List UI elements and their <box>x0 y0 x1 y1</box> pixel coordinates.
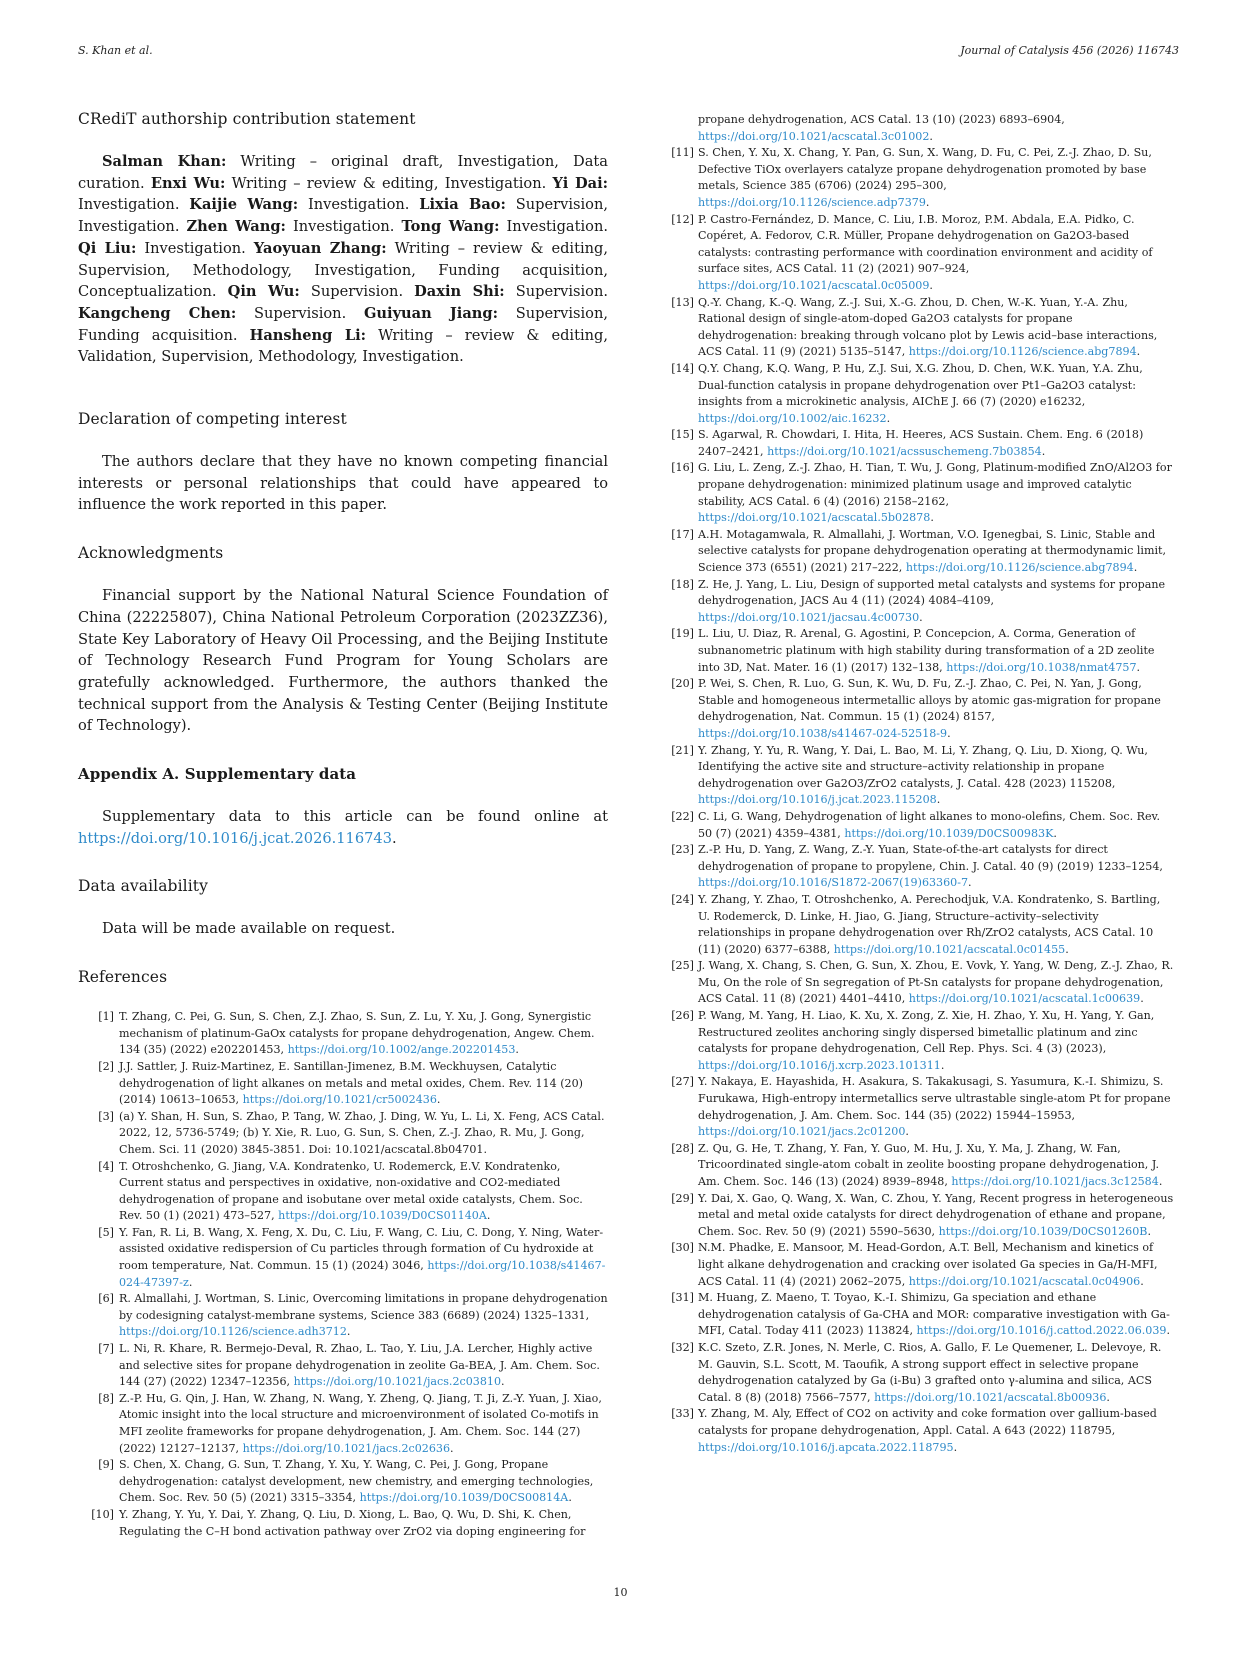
reference-text: T. Zhang, C. Pei, G. Sun, S. Chen, Z.J. Zhao, S. Sun, Z. Lu, Y. Xu, J. Gong, Synergistic mechanism of platinum-GaOx catalysts for propane dehydrogenation, Angew. Chem. 134 (35) (2022) e202201453, <box>119 1010 595 1057</box>
reference-number: [18] <box>671 577 694 591</box>
reference-doi-link[interactable]: https://doi.org/10.1038/nmat4757 <box>946 660 1137 674</box>
reference-text: R. Almallahi, J. Wortman, S. Linic, Overcoming limitations in propane dehydrogenation by codesigning catalyst-membrane systems, Science 383 (6689) (2024) 1325–1331, <box>119 1292 608 1322</box>
reference-doi-link[interactable]: https://doi.org/10.1039/D0CS00983K <box>844 826 1054 840</box>
reference-text: S. Chen, Y. Xu, X. Chang, Y. Pan, G. Sun, X. Wang, D. Fu, C. Pei, Z.-J. Zhao, D. Su, Defective TiOx overlayers catalyze propane dehydrogenation promoted by base metals, Science 385 (6706) (2024) 295–300, <box>698 146 1152 193</box>
reference-number: [16] <box>671 461 694 475</box>
reference-number: [23] <box>671 843 694 857</box>
reference-doi-link[interactable]: https://doi.org/10.1021/acscatal.0c04906 <box>908 1274 1141 1288</box>
reference-item: [12] P. Castro-Fernández, D. Mance, C. Liu, I.B. Moroz, P.M. Abdala, E.A. Pidko, C. Copéret, A. Fedorov, C.R. Müller, Propane dehydrogenation on Ga2O3-based catalysts: contrasting performance with coordination environment and acidity of surface sites, ACS Catal. 11 (2) (2021) 907–924, https://doi.org/10.1021/acscatal.0c05009. <box>664 212 1174 295</box>
reference-doi-link[interactable]: https://doi.org/10.1016/j.jcat.2023.115208 <box>698 793 937 807</box>
reference-item: [17] A.H. Motagamwala, R. Almallahi, J. Wortman, V.O. Igenegbai, S. Linic, Stable and selective catalysts for propane dehydrogenation operating at thermodynamic limit, Science 373 (6551) (2021) 217–222, https://doi.org/10.1126/science.abg7894. <box>664 527 1174 577</box>
reference-text: Z.-P. Hu, G. Qin, J. Han, W. Zhang, N. Wang, Y. Zheng, Q. Jiang, T. Ji, Z.-Y. Yuan, J. Xiao, Atomic insight into the local structure and microenvironment of isolated Co-motifs in MFI zeolite frameworks for propane dehydrogenation, J. Am. Chem. Soc. 144 (27) (2022) 12127–12137, <box>119 1391 602 1455</box>
reference-text: propane dehydrogenation, ACS Catal. 13 (10) (2023) 6893–6904, <box>698 113 1065 126</box>
reference-list-right <box>664 145 1174 1456</box>
reference-item: [21] Y. Zhang, Y. Yu, R. Wang, Y. Dai, L. Bao, M. Li, Y. Zhang, Q. Liu, D. Xiong, Q. Wu, Identifying the active site and structure–activity relationship in propane dehydrogenation over Ga2O3/ZrO2 catalysts, J. Catal. 428 (2023) 115208, https://doi.org/10.1016/j.jcat.2023.115208. <box>664 743 1174 809</box>
reference-doi-link[interactable]: https://doi.org/10.1021/jacs.3c12584 <box>951 1175 1159 1188</box>
reference-number: [5] <box>98 1225 114 1239</box>
credit-author-name: Hansheng Li: <box>249 326 367 344</box>
reference-doi-link[interactable]: https://doi.org/10.1016/j.xcrp.2023.101311 <box>698 1058 941 1072</box>
acknowledgments-heading: Acknowledgments <box>78 544 224 563</box>
reference-number: [19] <box>671 627 694 641</box>
reference-item: [6] R. Almallahi, J. Wortman, S. Linic, Overcoming limitations in propane dehydrogenation by codesigning catalyst-membrane systems, Science 383 (6689) (2024) 1325–1331, https://doi.org/10.1126/science.adh3712. <box>84 1291 608 1341</box>
appendix-text-body: Supplementary data to this article can be found online at <box>102 808 608 826</box>
reference-doi-link[interactable]: https://doi.org/10.1038/s41467-024-52518-9 <box>698 726 948 740</box>
credit-author-name: Yaoyuan Zhang: <box>253 239 387 257</box>
competing-text: The authors declare that they have no known competing financial interests or personal relationships that could have appeared to influence the work reported in this paper. <box>78 453 608 514</box>
reference-text: G. Liu, L. Zeng, Z.-J. Zhao, H. Tian, T. Wu, J. Gong, Platinum-modified ZnO/Al2O3 for propane dehydrogenation: minimized platinum usage and improved catalytic stability, ACS Catal. 6 (4) (2016) 2158–2162, <box>698 461 1172 508</box>
reference-doi-link[interactable]: https://doi.org/10.1039/D0CS01140A <box>278 1209 487 1223</box>
credit-author-roles: Writing – review & editing, Validation, Supervision, Methodology, Investigation. <box>78 326 608 366</box>
acknowledgments-text: Financial support by the National Natural Science Foundation of China (22225807), China National Petroleum Corporation (2023ZZ36), State Key Laboratory of Heavy Oil Processing, and the Beijing Institute of Technology Research Fund Program for Young Scholars are gratefully acknowledged. Furthermore, the authors thanked the technical support from the Analysis & Testing Center (Beijing Institute of Technology). <box>78 587 608 735</box>
reference-text: A.H. Motagamwala, R. Almallahi, J. Wortman, V.O. Igenegbai, S. Linic, Stable and selective catalysts for propane dehydrogenation operating at thermodynamic limit, Science 373 (6551) (2021) 217–222, <box>698 527 1167 575</box>
reference-item: [25] J. Wang, X. Chang, S. Chen, G. Sun, X. Zhou, E. Vovk, Y. Yang, W. Deng, Z.-J. Zhao, R. Mu, On the role of Sn segregation of Pt-Sn catalysts for propane dehydrogenation, ACS Catal. 11 (8) (2021) 4401–4410, https://doi.org/10.1021/acscatal.1c00639. <box>664 958 1174 1008</box>
reference-number: [8] <box>98 1391 114 1405</box>
reference-number: [6] <box>98 1292 114 1306</box>
reference-number: [2] <box>98 1059 114 1073</box>
reference-doi-link[interactable]: https://doi.org/10.1016/j.apcata.2022.118795 <box>698 1440 954 1454</box>
reference-item: [2] J.J. Sattler, J. Ruiz-Martinez, E. Santillan-Jimenez, B.M. Weckhuysen, Catalytic dehydrogenation of light alkanes on metals and metal oxides, Chem. Rev. 114 (20) (2014) 10613–10653, https://doi.org/10.1021/cr5002436. <box>84 1059 608 1109</box>
reference-doi-link[interactable]: https://doi.org/10.1039/D0CS00814A <box>359 1491 569 1505</box>
reference-doi-link[interactable]: https://doi.org/10.1016/S1872-2067(19)63360-7 <box>698 876 969 890</box>
credit-section <box>78 110 608 368</box>
credit-author-name: Daxin Shi: <box>414 283 505 301</box>
left-column <box>78 110 608 1540</box>
reference-doi-link[interactable]: https://doi.org/10.1002/ange.202201453 <box>287 1043 516 1057</box>
reference-item: [11] S. Chen, Y. Xu, X. Chang, Y. Pan, G. Sun, X. Wang, D. Fu, C. Pei, Z.-J. Zhao, D. Su, Defective TiOx overlayers catalyze propane dehydrogenation promoted by base metals, Science 385 (6706) (2024) 295–300, https://doi.org/10.1126/science.adp7379. <box>664 145 1174 211</box>
reference-10-continuation: propane dehydrogenation, ACS Catal. 13 (10) (2023) 6893–6904, https://doi.org/10.1021/acscatal.3c01002. <box>698 113 1065 143</box>
reference-item: [20] P. Wei, S. Chen, R. Luo, G. Sun, K. Wu, D. Fu, Z.-J. Zhao, C. Pei, N. Yan, J. Gong, Stable and homogeneous intermetallic alloys by atomic gas-migration for propane dehydrogenation, Nat. Commun. 15 (1) (2024) 8157, https://doi.org/10.1038/s41467-024-52518-9. <box>664 676 1174 742</box>
reference-text: M. Huang, Z. Maeno, T. Toyao, K.-I. Shimizu, Ga speciation and ethane dehydrogenation catalysis of Ga-CHA and MOR: comparative investigation with Ga-MFI, Catal. Today 411 (2023) 113824, <box>698 1291 1170 1338</box>
reference-item: [33] Y. Zhang, M. Aly, Effect of CO2 on activity and coke formation over gallium-based catalysts for propane dehydrogenation, Appl. Catal. A 643 (2022) 118795, https://doi.org/10.1016/j.apcata.2022.118795. <box>664 1406 1174 1456</box>
credit-author-roles: Investigation. <box>78 196 190 214</box>
reference-number: [14] <box>671 361 694 375</box>
reference-item: [27] Y. Nakaya, E. Hayashida, H. Asakura, S. Takakusagi, S. Yasumura, K.-I. Shimizu, S. Furukawa, High-entropy intermetallics serve ultrastable single-atom Pt for propane dehydrogenation, J. Am. Chem. Soc. 144 (35) (2022) 15944–15953, https://doi.org/10.1021/jacs.2c01200. <box>664 1074 1174 1140</box>
reference-number: [3] <box>98 1109 114 1123</box>
reference-text: Y. Zhang, Y. Yu, Y. Dai, Y. Zhang, Q. Liu, D. Xiong, L. Bao, Q. Wu, D. Shi, K. Chen, Regulating the C–H bond activation pathway over ZrO2 via doping engineering for <box>119 1507 586 1538</box>
credit-heading: CRediT authorship contribution statement <box>78 110 416 128</box>
reference-doi-link[interactable]: https://doi.org/10.1126/science.abg7894 <box>905 561 1134 575</box>
credit-author-name: Zhen Wang: <box>186 218 286 236</box>
reference-text: S. Chen, X. Chang, G. Sun, T. Zhang, Y. Xu, Y. Wang, C. Pei, J. Gong, Propane dehydrogenation: catalyst development, new chemistry, and emerging technologies, Chem. Soc. Rev. 50 (5) (2021) 3315–3354, <box>119 1458 594 1505</box>
reference-item: [29] Y. Dai, X. Gao, Q. Wang, X. Wan, C. Zhou, Y. Yang, Recent progress in heterogeneous metal and metal oxide catalysts for direct dehydrogenation of ethane and propane, Chem. Soc. Rev. 50 (9) (2021) 5590–5630, https://doi.org/10.1039/D0CS01260B. <box>664 1191 1174 1241</box>
running-head-journal: Journal of Catalysis 456 (2026) 116743 <box>960 44 1179 57</box>
reference-text: Z. He, J. Yang, L. Liu, Design of supported metal catalysts and systems for propane dehydrogenation, JACS Au 4 (11) (2024) 4084–4109, <box>698 577 1166 608</box>
credit-author-roles: Writing – review & editing, Supervision, Methodology, Investigation, Funding acquisition, Conceptualization. <box>78 239 608 301</box>
reference-item: [30] N.M. Phadke, E. Mansoor, M. Head-Gordon, A.T. Bell, Mechanism and kinetics of light alkane dehydrogenation and cracking over isolated Ga species in Ga/H-MFI, ACS Catal. 11 (4) (2021) 2062–2075, https://doi.org/10.1021/acscatal.0c04906. <box>664 1240 1174 1290</box>
reference-doi-link[interactable]: https://doi.org/10.1021/cr5002436 <box>242 1093 437 1107</box>
reference-item: [7] L. Ni, R. Khare, R. Bermejo-Deval, R. Zhao, L. Tao, Y. Liu, J.A. Lercher, Highly active and selective sites for propane dehydrogenation in zeolite Ga-BEA, J. Am. Chem. Soc. 144 (27) (2022) 12347–12356, https://doi.org/10.1021/jacs.2c03810. <box>84 1341 608 1391</box>
reference-doi-link[interactable]: https://doi.org/10.1126/science.abg7894 <box>908 345 1137 359</box>
reference-number: [32] <box>671 1340 694 1354</box>
reference-number: [13] <box>671 295 694 309</box>
credit-author-name: Qi Liu: <box>78 239 137 257</box>
reference-item: [31] M. Huang, Z. Maeno, T. Toyao, K.-I. Shimizu, Ga speciation and ethane dehydrogenation catalysis of Ga-CHA and MOR: comparative investigation with Ga-MFI, Catal. Today 411 (2023) 113824, https://doi.org/10.1016/j.cattod.2022.06.039. <box>664 1290 1174 1340</box>
reference-doi-link[interactable]: https://doi.org/10.1002/aic.16232 <box>698 411 887 425</box>
reference-doi-link[interactable]: https://doi.org/10.1021/acscatal.3c01002 <box>698 129 930 143</box>
competing-heading: Declaration of competing interest <box>78 410 347 429</box>
reference-item: [5] Y. Fan, R. Li, B. Wang, X. Feng, X. Du, C. Liu, F. Wang, C. Liu, C. Dong, Y. Ning, Water-assisted oxidative redispersion of Cu particles through formation of Cu hydroxide at room temperature, Nat. Commun. 15 (1) (2024) 3046, https://doi.org/10.1038/s41467-024-47397-z. <box>84 1225 608 1291</box>
credit-author-roles: Investigation. <box>499 218 608 236</box>
competing-interest-section <box>78 410 608 516</box>
credit-author-roles: Supervision. <box>504 283 608 301</box>
reference-text: Z.-P. Hu, D. Yang, Z. Wang, Z.-Y. Yuan, State-of-the-art catalysts for direct dehydrogenation of propane to propylene, Chin. J. Catal. 40 (9) (2019) 1233–1254, <box>698 843 1163 873</box>
reference-text: P. Wei, S. Chen, R. Luo, G. Sun, K. Wu, D. Fu, Z.-J. Zhao, C. Pei, N. Yan, J. Gong, Stable and homogeneous intermetallic alloys by atomic gas-migration for propane dehydrogenation, Nat. Commun. 15 (1) (2024) 8157, <box>698 677 1161 724</box>
credit-author-name: Kangcheng Chen: <box>78 304 237 322</box>
reference-doi-link[interactable]: https://doi.org/10.1021/acssuschemeng.7b03854 <box>767 444 1042 458</box>
reference-text: P. Castro-Fernández, D. Mance, C. Liu, I.B. Moroz, P.M. Abdala, E.A. Pidko, C. Copéret, A. Fedorov, C.R. Müller, Propane dehydrogenation on Ga2O3-based catalysts: contrasting performance with coordination environment and acidity of surface sites, ACS Catal. 11 (2) (2021) 907–924, <box>698 212 1153 276</box>
reference-item: [23] Z.-P. Hu, D. Yang, Z. Wang, Z.-Y. Yuan, State-of-the-art catalysts for direct dehydrogenation of propane to propylene, Chin. J. Catal. 40 (9) (2019) 1233–1254, https://doi.org/10.1016/S1872-2067(19)63360-7. <box>664 842 1174 892</box>
reference-item: [15] S. Agarwal, R. Chowdari, I. Hita, H. Heeres, ACS Sustain. Chem. Eng. 6 (2018) 2407–2421, https://doi.org/10.1021/acssuschemeng.7b03854. <box>664 427 1174 460</box>
reference-text: Q.-Y. Chang, K.-Q. Wang, Z.-J. Sui, X.-G. Zhou, D. Chen, W.-K. Yuan, Y.-A. Zhu, Rational design of single-atom-doped Ga2O3 catalysts for propane dehydrogenation: breaking through volcano plot by Lewis acid–base interactions, ACS Catal. 11 (9) (2021) 5135–5147, <box>698 295 1158 359</box>
reference-number: [4] <box>98 1159 114 1173</box>
reference-item: [13] Q.-Y. Chang, K.-Q. Wang, Z.-J. Sui, X.-G. Zhou, D. Chen, W.-K. Yuan, Y.-A. Zhu, Rational design of single-atom-doped Ga2O3 catalysts for propane dehydrogenation: breaking through volcano plot by Lewis acid–base interactions, ACS Catal. 11 (9) (2021) 5135–5147, https://doi.org/10.1126/science.abg7894. <box>664 295 1174 361</box>
credit-author-name: Guiyuan Jiang: <box>363 304 499 322</box>
reference-item: [28] Z. Qu, G. He, T. Zhang, Y. Fan, Y. Guo, M. Hu, J. Xu, Y. Ma, J. Zhang, W. Fan, Tricoordinated single-atom cobalt in zeolite boosting propane dehydrogenation, J. Am. Chem. Soc. 146 (13) (2024) 8939–8948, https://doi.org/10.1021/jacs.3c12584. <box>664 1141 1174 1191</box>
reference-text: P. Wang, M. Yang, H. Liao, K. Xu, X. Zong, Z. Xie, H. Zhao, Y. Xu, H. Yang, Y. Gan, Restructured zeolites anchoring singly dispersed bimetallic platinum and zinc catalysts for propane dehydrogenation, Cell Rep. Phys. Sci. 4 (3) (2023), <box>698 1009 1155 1056</box>
reference-text: N.M. Phadke, E. Mansoor, M. Head-Gordon, A.T. Bell, Mechanism and kinetics of light alkane dehydrogenation and cracking over isolated Ga species in Ga/H-MFI, ACS Catal. 11 (4) (2021) 2062–2075, <box>698 1241 1158 1288</box>
running-head-authors: S. Khan et al. <box>78 44 153 57</box>
reference-doi-link[interactable]: https://doi.org/10.1021/jacsau.4c00730 <box>698 610 920 624</box>
page-number: 10 <box>613 1586 628 1599</box>
credit-author-name: Yi Dai: <box>552 174 608 192</box>
reference-text: C. Li, G. Wang, Dehydrogenation of light alkanes to mono-olefins, Chem. Soc. Rev. 50 (7) (2021) 4359–4381, <box>698 809 1161 840</box>
reference-list-left <box>84 1009 608 1540</box>
reference-item: [19] L. Liu, U. Diaz, R. Arenal, G. Agostini, P. Concepcion, A. Corma, Generation of subnanometric platinum with high stability during transformation of a 2D zeolite into 3D, Nat. Mater. 16 (1) (2017) 132–138, https://doi.org/10.1038/nmat4757. <box>664 626 1174 676</box>
reference-number: [25] <box>671 959 694 973</box>
reference-text: (a) Y. Shan, H. Sun, S. Zhao, P. Tang, W. Zhao, J. Ding, W. Yu, L. Li, X. Feng, ACS Catal. 2022, 12, 5736-5749; (b) Y. Xie, R. Luo, G. Sun, S. Chen, Z.-J. Zhao, R. Mu, J. Gong, Chem. Sci. 11 (2020) 3845-3851. Doi: 10.1021/acscatal.8b04701. <box>119 1109 605 1156</box>
reference-doi-link[interactable]: https://doi.org/10.1126/science.adh3712 <box>119 1325 347 1339</box>
credit-author-roles: Supervision, Funding acquisition. <box>78 304 608 344</box>
reference-item: [18] Z. He, J. Yang, L. Liu, Design of supported metal catalysts and systems for propane dehydrogenation, JACS Au 4 (11) (2024) 4084–4109, https://doi.org/10.1021/jacsau.4c00730. <box>664 577 1174 627</box>
reference-number: [31] <box>671 1291 694 1305</box>
reference-text: S. Agarwal, R. Chowdari, I. Hita, H. Heeres, ACS Sustain. Chem. Eng. 6 (2018) 2407–2421, <box>698 428 1144 458</box>
reference-text: J. Wang, X. Chang, S. Chen, G. Sun, X. Zhou, E. Vovk, Y. Yang, W. Deng, Z.-J. Zhao, R. Mu, On the role of Sn segregation of Pt-Sn catalysts for propane dehydrogenation, ACS Catal. 11 (8) (2021) 4401–4410, <box>698 959 1174 1006</box>
reference-number: [10] <box>91 1507 114 1521</box>
reference-item: [26] P. Wang, M. Yang, H. Liao, K. Xu, X. Zong, Z. Xie, H. Zhao, Y. Xu, H. Yang, Y. Gan, Restructured zeolites anchoring singly dispersed bimetallic platinum and zinc catalysts for propane dehydrogenation, Cell Rep. Phys. Sci. 4 (3) (2023), https://doi.org/10.1016/j.xcrp.2023.101311. <box>664 1008 1174 1074</box>
credit-author-roles: Writing – review & editing, Investigation. <box>225 174 553 192</box>
reference-doi-link[interactable]: https://doi.org/10.1021/acscatal.0c05009 <box>698 278 930 292</box>
credit-author-name: Lixia Bao: <box>419 196 506 214</box>
credit-author-roles: Supervision. <box>236 304 364 322</box>
reference-doi-link[interactable]: https://doi.org/10.1021/jacs.2c02636 <box>242 1441 451 1455</box>
reference-item: [4] T. Otroshchenko, G. Jiang, V.A. Kondratenko, U. Rodemerck, E.V. Kondratenko, Current status and perspectives in oxidative, non-oxidative and CO2-mediated dehydrogenation of propane and isobutane over metal oxide catalysts, Chem. Soc. Rev. 50 (1) (2021) 473–527, https://doi.org/10.1039/D0CS01140A. <box>84 1159 608 1225</box>
credit-author-name: Salman Khan: <box>102 153 227 170</box>
reference-number: [24] <box>671 892 694 906</box>
credit-author-roles: Writing – original draft, Investigation, Data curation. <box>78 153 608 192</box>
reference-item: [1] T. Zhang, C. Pei, G. Sun, S. Chen, Z.J. Zhao, S. Sun, Z. Lu, Y. Xu, J. Gong, Synergistic mechanism of platinum-GaOx catalysts for propane dehydrogenation, Angew. Chem. 134 (35) (2022) e202201453, https://doi.org/10.1002/ange.202201453. <box>84 1009 608 1059</box>
reference-item: [24] Y. Zhang, Y. Zhao, T. Otroshchenko, A. Perechodjuk, V.A. Kondratenko, S. Bartling, U. Rodemerck, D. Linke, H. Jiao, G. Jiang, Structure–activity–selectivity relationships in propane dehydrogenation over Rh/ZrO2 catalysts, ACS Catal. 10 (11) (2020) 6377–6388, https://doi.org/10.1021/acscatal.0c01455. <box>664 892 1174 958</box>
reference-item <box>84 1109 608 1159</box>
appendix-section <box>78 765 608 849</box>
reference-doi-link[interactable]: https://doi.org/10.1021/acscatal.0c01455 <box>833 942 1066 956</box>
reference-text: T. Otroshchenko, G. Jiang, V.A. Kondratenko, U. Rodemerck, E.V. Kondratenko, Current status and perspectives in oxidative, non-oxidative and CO2-mediated dehydrogenation of propane and isobutane over metal oxide catalysts, Chem. Soc. Rev. 50 (1) (2021) 473–527, <box>119 1159 583 1223</box>
credit-author-name: Qin Wu: <box>227 283 300 301</box>
data-availability-heading: Data availability <box>78 877 208 896</box>
reference-number: [30] <box>671 1241 694 1255</box>
reference-text: L. Liu, U. Diaz, R. Arenal, G. Agostini, P. Concepcion, A. Corma, Generation of subnanometric platinum with high stability during transformation of a 2D zeolite into 3D, Nat. Mater. 16 (1) (2017) 132–138, <box>698 627 1155 674</box>
reference-doi-link[interactable]: https://doi.org/10.1039/D0CS01260B <box>938 1224 1148 1238</box>
reference-doi-link[interactable]: https://doi.org/10.1021/jacs.2c01200 <box>698 1125 906 1139</box>
reference-number: [33] <box>671 1407 694 1421</box>
reference-item: [9] S. Chen, X. Chang, G. Sun, T. Zhang, Y. Xu, Y. Wang, C. Pei, J. Gong, Propane dehydrogenation: catalyst development, new chemistry, and emerging technologies, Chem. Soc. Rev. 50 (5) (2021) 3315–3354, https://doi.org/10.1039/D0CS00814A. <box>84 1457 608 1507</box>
reference-number: [29] <box>671 1191 694 1205</box>
right-column <box>664 112 1174 1456</box>
references-section <box>78 968 608 1540</box>
reference-text: K.C. Szeto, Z.R. Jones, N. Merle, C. Rios, A. Gallo, F. Le Quemener, L. Delevoye, R. M. Gauvin, S.L. Scott, M. Taoufik, A strong support effect in selective propane dehydrogenation catalyzed by Ga (i-Bu) 3 grafted onto γ-alumina and silica, ACS Catal. 8 (8) (2018) 7566–7577, <box>698 1340 1162 1404</box>
reference-number: [12] <box>671 212 694 226</box>
references-heading: References <box>78 968 168 987</box>
credit-author-roles: Investigation. <box>298 196 420 214</box>
reference-number: [20] <box>671 677 694 691</box>
reference-item <box>84 1507 608 1540</box>
reference-item: [22] C. Li, G. Wang, Dehydrogenation of light alkanes to mono-olefins, Chem. Soc. Rev. 50 (7) (2021) 4359–4381, https://doi.org/10.1039/D0CS00983K. <box>664 809 1174 842</box>
credit-author-roles: Investigation. <box>285 218 402 236</box>
reference-doi-link[interactable]: https://doi.org/10.1038/s41467-024-47397-z <box>119 1259 606 1289</box>
reference-text: Y. Fan, R. Li, B. Wang, X. Feng, X. Du, C. Liu, F. Wang, C. Liu, C. Dong, Y. Ning, Water-assisted oxidative redispersion of Cu particles through formation of Cu hydroxide at room temperature, Nat. Commun. 15 (1) (2024) 3046, <box>119 1225 604 1273</box>
reference-doi-link[interactable]: https://doi.org/10.1016/j.cattod.2022.06.039 <box>916 1324 1167 1338</box>
reference-number: [9] <box>98 1458 114 1472</box>
reference-text: Y. Dai, X. Gao, Q. Wang, X. Wan, C. Zhou, Y. Yang, Recent progress in heterogeneous metal and metal oxide catalysts for direct dehydrogenation of ethane and propane, Chem. Soc. Rev. 50 (9) (2021) 5590–5630, <box>698 1191 1174 1238</box>
reference-number: [22] <box>671 809 694 823</box>
credit-author-name: Enxi Wu: <box>150 174 226 192</box>
credit-author-roles: Investigation. <box>136 239 254 257</box>
reference-number: [7] <box>98 1342 114 1356</box>
credit-author-roles: Supervision. <box>299 283 415 301</box>
reference-item: [16] G. Liu, L. Zeng, Z.-J. Zhao, H. Tian, T. Wu, J. Gong, Platinum-modified ZnO/Al2O3 for propane dehydrogenation: minimized platinum usage and improved catalytic stability, ACS Catal. 6 (4) (2016) 2158–2162, https://doi.org/10.1021/acscatal.5b02878. <box>664 460 1174 526</box>
reference-number: [21] <box>671 743 694 757</box>
reference-doi-link[interactable]: https://doi.org/10.1021/acscatal.1c00639 <box>908 992 1141 1006</box>
reference-text: Y. Nakaya, E. Hayashida, H. Asakura, S. Takakusagi, S. Yasumura, K.-I. Shimizu, S. Furukawa, High-entropy intermetallics serve ultrastable single-atom Pt for propane dehydrogenation, J. Am. Chem. Soc. 144 (35) (2022) 15944–15953, <box>698 1075 1171 1122</box>
acknowledgments-section <box>78 544 608 737</box>
reference-text: Y. Zhang, M. Aly, Effect of CO2 on activity and coke formation over gallium-based catalysts for propane dehydrogenation, Appl. Catal. A 643 (2022) 118795, <box>698 1407 1157 1437</box>
reference-number: [28] <box>671 1141 694 1155</box>
reference-text: L. Ni, R. Khare, R. Bermejo-Deval, R. Zhao, L. Tao, Y. Liu, J.A. Lercher, Highly active and selective sites for propane dehydrogenation in zeolite Ga-BEA, J. Am. Chem. Soc. 144 (27) (2022) 12347–12356, <box>119 1342 600 1389</box>
reference-number: [11] <box>671 146 694 160</box>
reference-number: [26] <box>671 1009 694 1023</box>
reference-number: [27] <box>671 1075 694 1089</box>
supplementary-doi-link[interactable]: https://doi.org/10.1016/j.jcat.2026.116743 <box>78 829 392 847</box>
credit-author-name: Tong Wang: <box>401 218 500 236</box>
reference-number: [15] <box>671 428 694 442</box>
reference-number: [1] <box>98 1010 114 1024</box>
reference-text: Y. Zhang, Y. Yu, R. Wang, Y. Dai, L. Bao, M. Li, Y. Zhang, Q. Liu, D. Xiong, Q. Wu, Identifying the active site and structure–activity relationship in propane dehydrogenation over Ga2O3/ZrO2 catalysts, J. Catal. 428 (2023) 115208, <box>698 743 1148 790</box>
data-availability-section <box>78 877 608 940</box>
reference-item: [8] Z.-P. Hu, G. Qin, J. Han, W. Zhang, N. Wang, Y. Zheng, Q. Jiang, T. Ji, Z.-Y. Yuan, J. Xiao, Atomic insight into the local structure and microenvironment of isolated Co-motifs in MFI zeolite frameworks for propane dehydrogenation, J. Am. Chem. Soc. 144 (27) (2022) 12127–12137, https://doi.org/10.1021/jacs.2c02636. <box>84 1391 608 1457</box>
credit-statement <box>78 151 608 368</box>
reference-text: Q.Y. Chang, K.Q. Wang, P. Hu, Z.J. Sui, X.G. Zhou, D. Chen, W.K. Yuan, Y.A. Zhu, Dual-function catalysis in propane dehydrogenation over Pt1–Ga2O3 catalyst: insights from a microkinetic analysis, AIChE J. 66 (7) (2020) e16232, <box>698 361 1143 409</box>
reference-item: [14] Q.Y. Chang, K.Q. Wang, P. Hu, Z.J. Sui, X.G. Zhou, D. Chen, W.K. Yuan, Y.A. Zhu, Dual-function catalysis in propane dehydrogenation over Pt1–Ga2O3 catalyst: insights from a microkinetic analysis, AIChE J. 66 (7) (2020) e16232, https://doi.org/10.1002/aic.16232. <box>664 361 1174 427</box>
reference-text: Z. Qu, G. He, T. Zhang, Y. Fan, Y. Guo, M. Hu, J. Xu, Y. Ma, J. Zhang, W. Fan, Tricoordinated single-atom cobalt in zeolite boosting propane dehydrogenation, J. Am. Chem. Soc. 146 (13) (2024) 8939–8948, <box>698 1141 1159 1188</box>
appendix-suffix: . <box>392 829 397 847</box>
credit-author-roles: Supervision, Investigation. <box>78 196 609 236</box>
appendix-heading: Appendix A. Supplementary data <box>78 765 357 784</box>
data-availability-text: Data will be made available on request. <box>102 920 396 938</box>
reference-doi-link[interactable]: https://doi.org/10.1021/jacs.2c03810 <box>293 1375 502 1389</box>
reference-text: J.J. Sattler, J. Ruiz-Martinez, E. Santillan-Jimenez, B.M. Weckhuysen, Catalytic dehydrogenation of light alkanes on metals and metal oxides, Chem. Rev. 114 (20) (2014) 10613–10653, <box>119 1059 583 1107</box>
appendix-text <box>78 806 608 849</box>
reference-doi-link[interactable]: https://doi.org/10.1126/science.adp7379 <box>698 195 926 209</box>
reference-doi-link[interactable]: https://doi.org/10.1021/acscatal.5b02878 <box>698 511 931 525</box>
credit-author-name: Kaijie Wang: <box>189 196 299 214</box>
reference-number: [17] <box>671 527 694 541</box>
reference-text: Y. Zhang, Y. Zhao, T. Otroshchenko, A. Perechodjuk, V.A. Kondratenko, S. Bartling, U. Rodemerck, D. Linke, H. Jiao, G. Jiang, Structure–activity–selectivity relationships in propane dehydrogenation over Rh/ZrO2 catalysts, ACS Catal. 10 (11) (2020) 6377–6388, <box>698 892 1161 956</box>
reference-item: [32] K.C. Szeto, Z.R. Jones, N. Merle, C. Rios, A. Gallo, F. Le Quemener, L. Delevoye, R. M. Gauvin, S.L. Scott, M. Taoufik, A strong support effect in selective propane dehydrogenation catalyzed by Ga (i-Bu) 3 grafted onto γ-alumina and silica, ACS Catal. 8 (8) (2018) 7566–7577, https://doi.org/10.1021/acscatal.8b00936. <box>664 1340 1174 1406</box>
reference-doi-link[interactable]: https://doi.org/10.1021/acscatal.8b00936 <box>874 1390 1107 1404</box>
